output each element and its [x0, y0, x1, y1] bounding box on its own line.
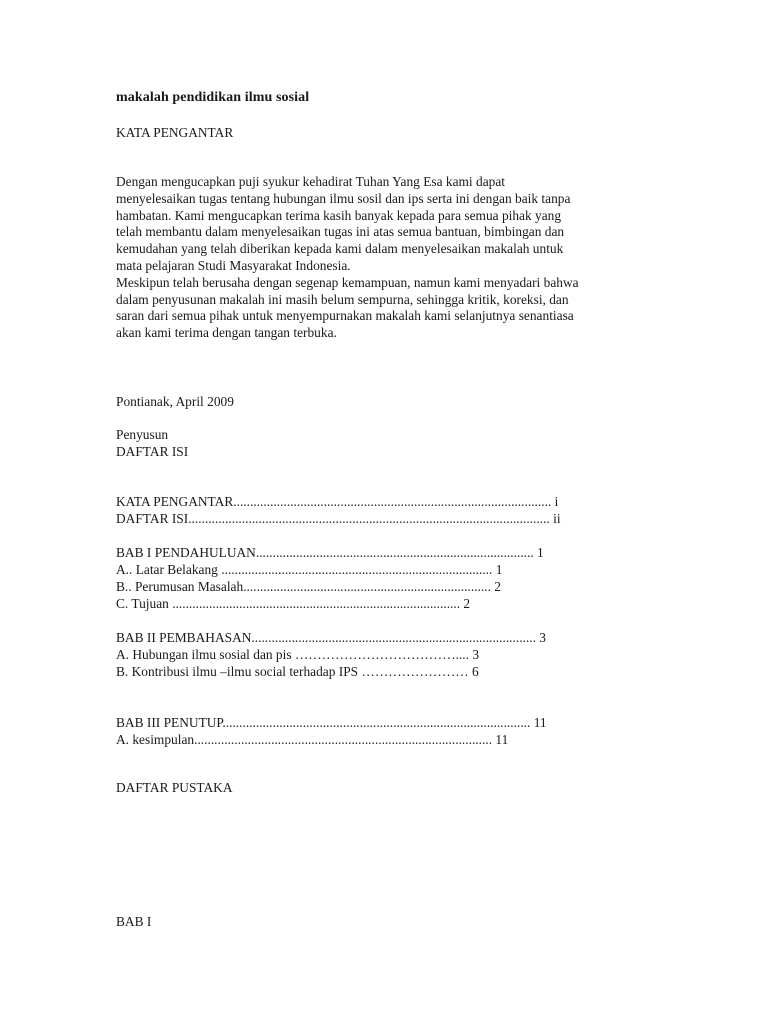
- toc-entry: KATA PENGANTAR............................................................................................... i: [116, 494, 559, 509]
- paragraph-line: saran dari semua pihak untuk menyempurnakan makalah kami selanjutnya senantiasa: [116, 308, 574, 324]
- place-date: Pontianak, April 2009: [116, 394, 234, 409]
- table-of-contents: [116, 493, 656, 748]
- document-title: makalah pendidikan ilmu sosial: [116, 90, 310, 105]
- toc-entry: A.. Latar Belakang ................................................................................. 1: [116, 562, 503, 577]
- paragraph-line: Meskipun telah berusaha dengan segenap kemampuan, namun kami menyadari bahwa: [116, 274, 579, 290]
- toc-entry: BAB III PENUTUP............................................................................................ 11: [116, 715, 547, 730]
- toc-entry: B. Kontribusi ilmu –ilmu social terhadap IPS …………………… 6: [116, 664, 479, 679]
- kata-pengantar-paragraph: [116, 174, 656, 342]
- toc-entry: DAFTAR ISI............................................................................................................ ii: [116, 511, 561, 526]
- paragraph-line: mata pelajaran Studi Masyarakat Indonesia.: [116, 257, 351, 273]
- paragraph-line: kemudahan yang telah diberikan kepada kami dalam menyelesaikan makalah untuk: [116, 241, 564, 257]
- toc-spacer: [116, 612, 656, 629]
- toc-entry: C. Tujuan ...................................................................................... 2: [116, 596, 471, 611]
- author-label: Penyusun: [116, 427, 169, 442]
- toc-entry: B.. Perumusan Masalah.......................................................................... 2: [116, 579, 501, 594]
- paragraph-line: telah membantu dalam menyelesaikan tugas ini atas semua bantuan, bimbingan dan: [116, 224, 565, 240]
- toc-spacer: [116, 680, 656, 697]
- toc-entry: BAB I PENDAHULUAN................................................................................... 1: [116, 545, 544, 560]
- daftar-isi-heading: DAFTAR ISI: [116, 444, 189, 459]
- toc-entry: A. kesimpulan......................................................................................... 11: [116, 732, 509, 747]
- toc-entry: BAB II PEMBAHASAN..................................................................................... 3: [116, 630, 547, 645]
- paragraph-line: akan kami terima dengan tangan terbuka.: [116, 325, 337, 341]
- toc-entry: A. Hubungan ilmu sosial dan pis ……………………………….... 3: [116, 647, 480, 662]
- daftar-pustaka-heading: DAFTAR PUSTAKA: [116, 780, 233, 795]
- paragraph-line: hambatan. Kami mengucapkan terima kasih banyak kepada para semua pihak yang: [116, 207, 562, 223]
- toc-spacer: [116, 527, 656, 544]
- paragraph-line: Dengan mengucapkan puji syukur kehadirat Tuhan Yang Esa kami dapat: [116, 174, 505, 189]
- bab-i-heading: BAB I: [116, 914, 152, 929]
- kata-pengantar-heading: KATA PENGANTAR: [116, 125, 234, 140]
- toc-spacer: [116, 697, 656, 714]
- paragraph-line: menyelesaikan tugas tentang hubungan ilmu sosil dan ips serta ini dengan baik tanpa: [116, 190, 571, 206]
- paragraph-line: dalam penyusunan makalah ini masih belum sempurna, sehingga kritik, koreksi, dan: [116, 291, 569, 307]
